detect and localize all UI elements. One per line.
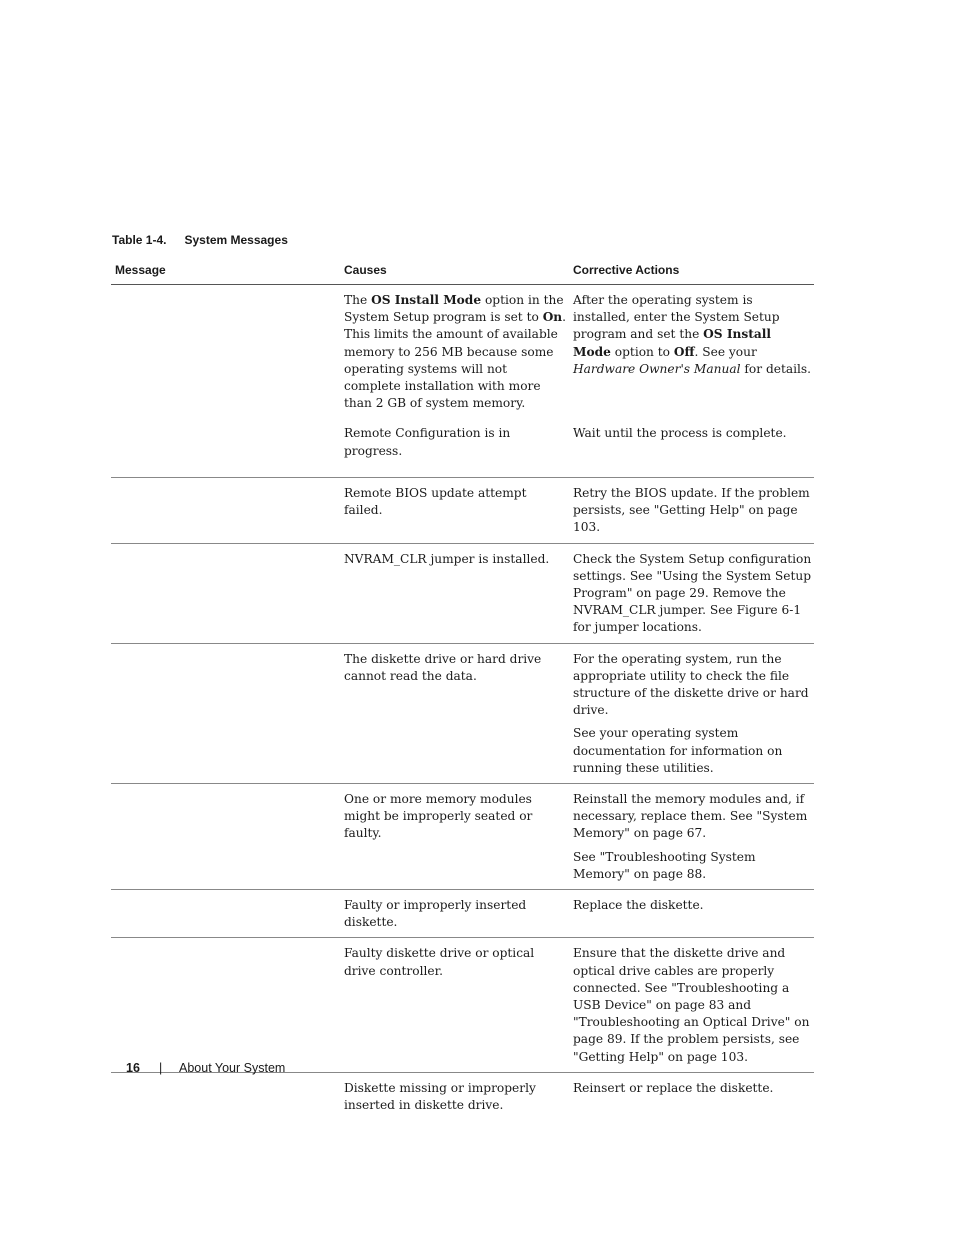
message-cell [111, 1072, 340, 1120]
causes-cell: One or more memory modules might be improperly seated or faulty. [340, 783, 569, 889]
table-title: System Messages [184, 233, 288, 247]
action-paragraph: Check the System Setup configuration settings. See "Using the System Setup Program" on page 29. Remove the NVRAM_CLR jumper. See Figure 6-1 for jumper locations. [573, 551, 812, 635]
message-cell [111, 477, 340, 543]
table-row [111, 418, 814, 477]
causes-cell: Remote BIOS update attempt failed. [340, 477, 569, 543]
header-corrective-actions: Corrective Actions [569, 259, 814, 285]
message-cell [111, 285, 340, 419]
message-cell [111, 938, 340, 1072]
footer-section-title: About Your System [179, 1061, 286, 1075]
header-causes: Causes [340, 259, 569, 285]
table-row [111, 643, 814, 783]
actions-cell [569, 643, 814, 783]
table-row [111, 783, 814, 889]
action-paragraph: See "Troubleshooting System Memory" on page 88. [573, 849, 756, 881]
header-message: Message [111, 259, 340, 285]
table-label: Table 1-4. [112, 233, 167, 247]
action-paragraph: Reinsert or replace the diskette. [573, 1080, 774, 1095]
actions-cell [569, 938, 814, 1072]
actions-cell: After the operating system is installed, enter the System Setup program and set the OS Install Mode option to Off. See your Hardware Owner's Manual for details. [573, 293, 812, 376]
message-cell [111, 643, 340, 783]
action-paragraph: For the operating system, run the appropriate utility to check the file structure of the diskette drive or hard drive. [573, 651, 809, 718]
action-paragraph: Reinstall the memory modules and, if necessary, replace them. See "System Memory" on page 67. [573, 791, 808, 841]
table-row [111, 285, 814, 419]
page-footer [126, 1061, 286, 1075]
message-cell [111, 418, 340, 477]
message-cell [111, 889, 340, 937]
message-cell [111, 543, 340, 643]
table-caption [112, 233, 288, 247]
causes-cell: Remote Configuration is in progress. [340, 418, 569, 477]
actions-cell [569, 1072, 814, 1120]
table-row [111, 889, 814, 937]
actions-cell [569, 477, 814, 543]
causes-cell: Faulty diskette drive or optical drive controller. [340, 938, 569, 1072]
action-paragraph: See your operating system documentation for information on running these utilities. [573, 726, 783, 775]
system-messages-table [111, 259, 814, 1120]
table-row [111, 1072, 814, 1120]
causes-cell: The OS Install Mode option in the System Setup program is set to On. This limits the amount of available memory to 256 MB because some operating systems will not complete installation with more than 2 GB of system memory. [344, 293, 567, 411]
action-paragraph: Retry the BIOS update. If the problem persists, see "Getting Help" on page 103. [573, 485, 810, 535]
causes-cell: Diskette missing or improperly inserted in diskette drive. [344, 1080, 536, 1113]
actions-cell [569, 889, 814, 937]
footer-separator: | [159, 1061, 163, 1075]
actions-cell [569, 418, 814, 477]
causes-cell: NVRAM_CLR jumper is installed. [340, 543, 569, 643]
causes-cell: Faulty or improperly inserted diskette. [340, 889, 569, 937]
table-row [111, 477, 814, 543]
action-paragraph: Wait until the process is complete. [573, 426, 787, 441]
actions-cell [569, 783, 814, 889]
causes-cell: The diskette drive or hard drive cannot read the data. [340, 643, 569, 783]
action-paragraph: Replace the diskette. [573, 897, 704, 912]
table-header-row [111, 259, 814, 285]
page-number: 16 [126, 1061, 140, 1075]
message-cell [111, 783, 340, 889]
table-row [111, 938, 814, 1072]
action-paragraph: Ensure that the diskette drive and optical drive cables are properly connected. See "Troubleshooting a USB Device" on page 83 and "Troubleshooting an Optical Drive" on page 89. If the problem persists, see "Getting Help" on page 103. [573, 946, 810, 1064]
actions-cell [569, 543, 814, 643]
table-row [111, 543, 814, 643]
